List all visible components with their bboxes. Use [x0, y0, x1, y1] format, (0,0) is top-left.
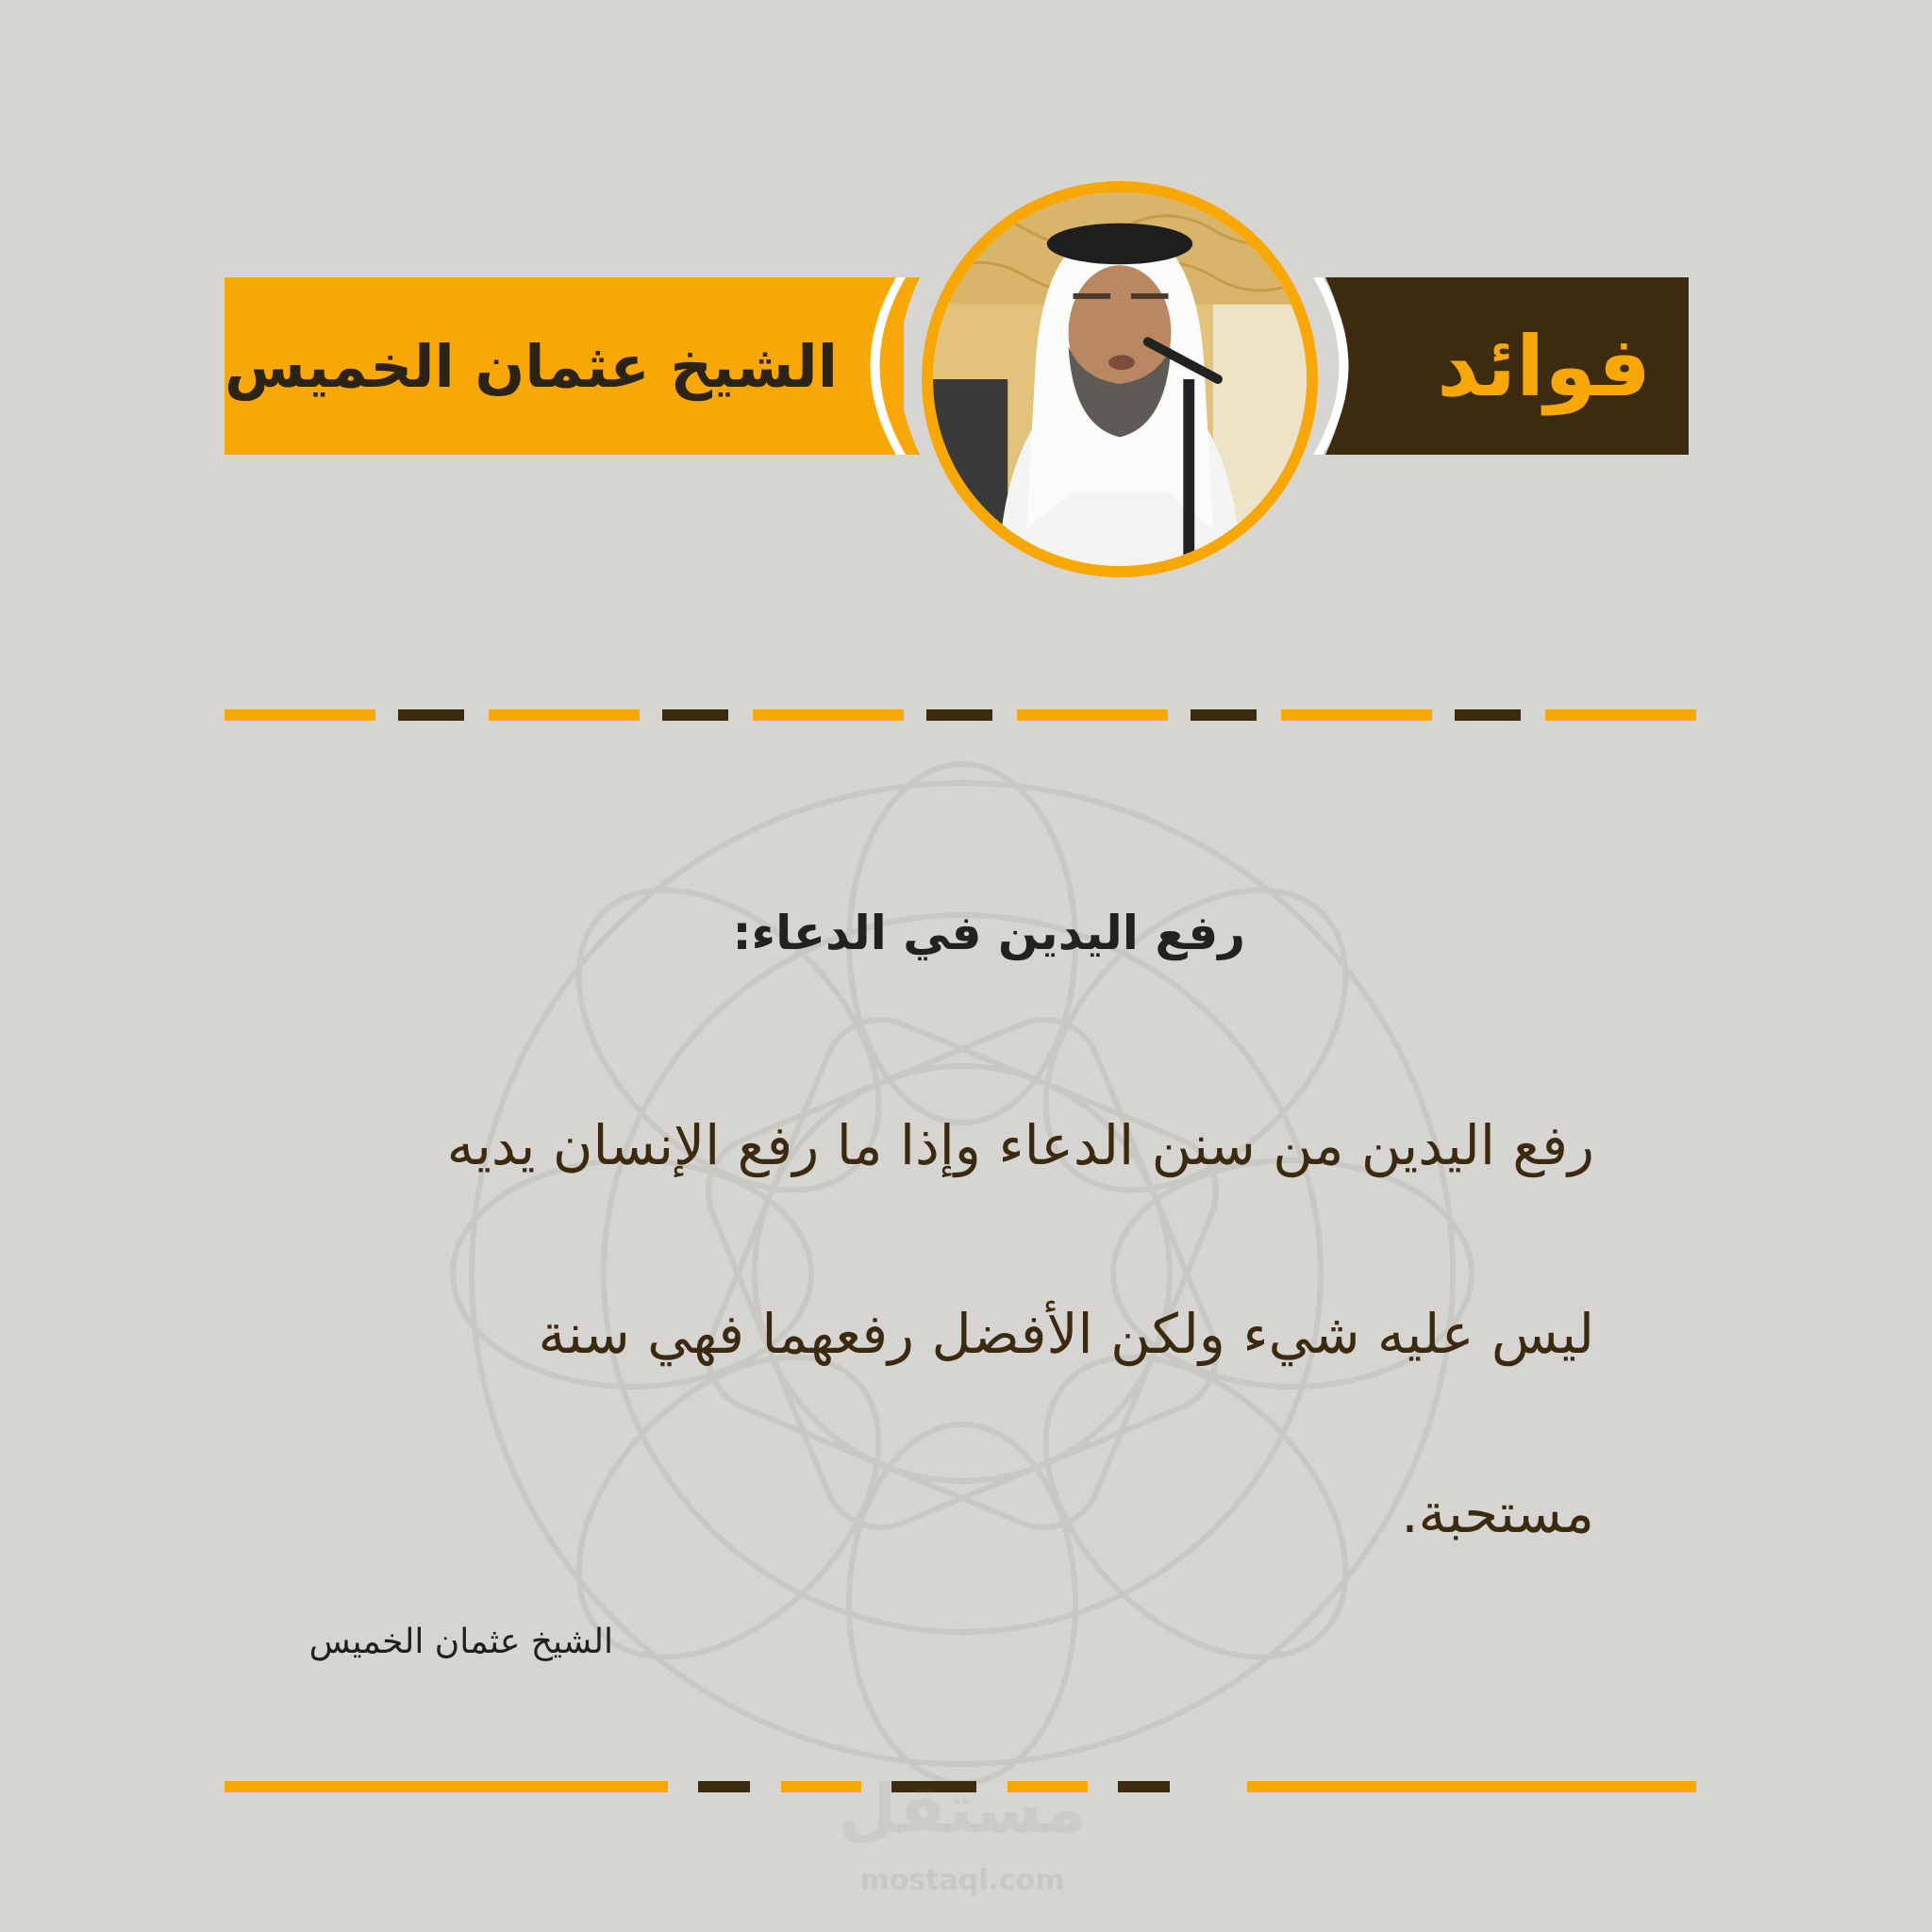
attribution: الشيخ عثمان الخميس [308, 1623, 613, 1661]
body-line: رفع اليدين من سنن الدعاء وإذا ما رفع الإنسان يديه [446, 1113, 1594, 1177]
scholar-portrait [922, 181, 1318, 577]
scholar-name-title: الشيخ عثمان الخميس [225, 331, 838, 401]
top-divider [0, 709, 1932, 721]
watermark-logo: مستقل [838, 1769, 1087, 1848]
topic-heading: رفع اليدين في الدعاء: [732, 906, 1245, 960]
body-line: مستحبة. [1401, 1481, 1594, 1545]
watermark-url: mostaql.com [859, 1864, 1065, 1897]
body-line: ليس عليه شيء ولكن الأفضل رفعهما فهي سنة [538, 1302, 1594, 1366]
category-tag: فوائد [1437, 317, 1651, 415]
portrait-image [933, 192, 1307, 566]
